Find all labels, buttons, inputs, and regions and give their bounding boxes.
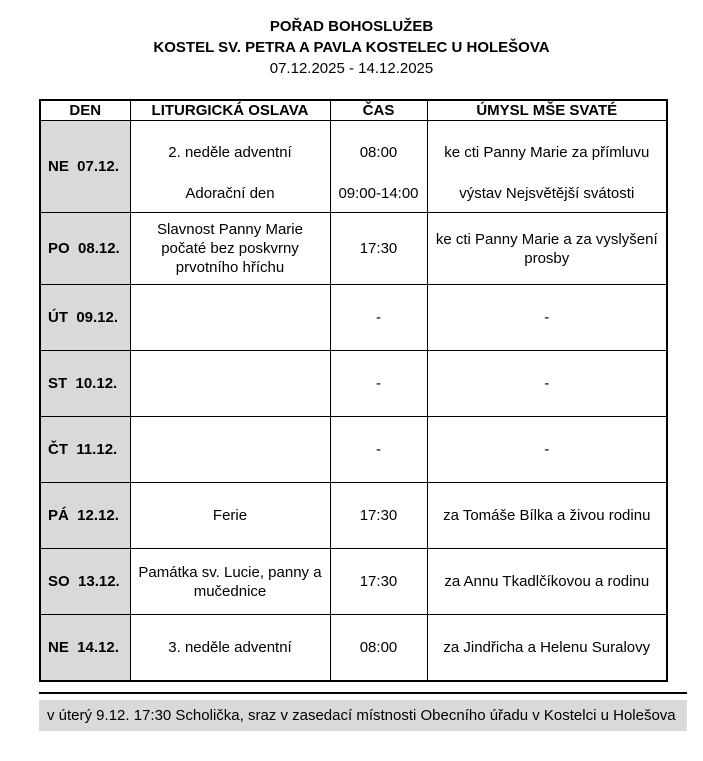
umysl-text: - xyxy=(544,441,550,458)
cas-text: - xyxy=(376,441,381,458)
cas-text: 17:30 xyxy=(359,507,398,524)
oslava-cell xyxy=(130,483,330,549)
table-row xyxy=(40,213,667,285)
oslava-cell xyxy=(130,285,330,351)
oslava-cell xyxy=(130,549,330,615)
oslava-text: Slavnost Panny Marie počaté bez poskvrny prvotního hříchu xyxy=(157,221,303,276)
cas-text: 08:00 xyxy=(359,144,398,161)
day-cell: ST 10.12. xyxy=(40,351,130,417)
day-cell: PÁ 12.12. xyxy=(40,483,130,549)
oslava-cell xyxy=(130,417,330,483)
table-header-row xyxy=(40,100,667,121)
cas-text: 17:30 xyxy=(359,573,398,590)
umysl-cell xyxy=(427,351,667,417)
cas-text: - xyxy=(376,375,381,392)
footer-divider xyxy=(39,692,687,694)
oslava-cell xyxy=(130,213,330,285)
cas-cell xyxy=(330,213,427,285)
umysl-cell xyxy=(427,213,667,285)
oslava-cell xyxy=(130,121,330,213)
cas-cell xyxy=(330,615,427,681)
umysl-text: za Annu Tkadlčíkovou a rodinu xyxy=(444,573,650,590)
page-title: POŘAD BOHOSLUŽEB xyxy=(269,18,434,35)
day-cell: ČT 11.12. xyxy=(40,417,130,483)
column-header-umysl: ÚMYSL MŠE SVATÉ xyxy=(427,100,667,121)
umysl-cell xyxy=(427,615,667,681)
date-range: 07.12.2025 - 14.12.2025 xyxy=(269,60,434,77)
column-header-liturgicka-oslava: LITURGICKÁ OSLAVA xyxy=(130,100,330,121)
cas-cell xyxy=(330,285,427,351)
table-row xyxy=(40,417,667,483)
table-row xyxy=(40,615,667,681)
table-row xyxy=(40,483,667,549)
umysl-text: - xyxy=(544,375,550,392)
umysl-text: za Tomáše Bílka a živou rodinu xyxy=(443,507,651,524)
document-header xyxy=(18,16,685,79)
umysl-cell xyxy=(427,483,667,549)
umysl-text: za Jindřicha a Helenu Suralovy xyxy=(443,638,651,656)
cas-text: 17:30 xyxy=(359,240,398,257)
cas-cell xyxy=(330,121,427,213)
oslava-cell xyxy=(130,615,330,681)
page-subtitle: KOSTEL SV. PETRA A PAVLA KOSTELEC U HOLEŠOVA xyxy=(153,39,550,56)
table-row xyxy=(40,121,667,213)
cas-text: - xyxy=(376,309,381,326)
umysl-cell xyxy=(427,121,667,213)
oslava-text: 2. neděle adventní xyxy=(168,144,292,161)
cas-text: 08:00 xyxy=(359,638,398,656)
footer-note: v úterý 9.12. 17:30 Scholička, sraz v zasedací místnosti Obecního úřadu v Kostelci u Holešova xyxy=(39,700,687,731)
umysl-text: - xyxy=(544,309,550,326)
oslava-text: Ferie xyxy=(212,507,248,524)
umysl-cell xyxy=(427,417,667,483)
column-header-den: DEN xyxy=(40,100,130,121)
umysl-text: výstav Nejsvětější svátosti xyxy=(459,185,635,202)
umysl-cell xyxy=(427,285,667,351)
cas-cell xyxy=(330,417,427,483)
schedule-table xyxy=(39,99,668,682)
cas-text: 09:00-14:00 xyxy=(338,185,419,202)
umysl-text: ke cti Panny Marie a za vyslyšení prosby xyxy=(435,230,658,267)
cas-cell xyxy=(330,549,427,615)
oslava-text: Adorační den xyxy=(185,185,275,202)
day-cell: NE 07.12. xyxy=(40,121,130,213)
cas-cell xyxy=(330,351,427,417)
oslava-text: Památka sv. Lucie, panny a mučednice xyxy=(138,563,322,600)
table-row xyxy=(40,285,667,351)
table-row xyxy=(40,549,667,615)
day-cell: ÚT 09.12. xyxy=(40,285,130,351)
umysl-text: ke cti Panny Marie za přímluvu xyxy=(444,144,650,161)
oslava-text: 3. neděle adventní xyxy=(168,638,292,656)
oslava-cell xyxy=(130,351,330,417)
column-header-cas: ČAS xyxy=(330,100,427,121)
day-cell: PO 08.12. xyxy=(40,213,130,285)
cas-cell xyxy=(330,483,427,549)
umysl-cell xyxy=(427,549,667,615)
table-row xyxy=(40,351,667,417)
day-cell: SO 13.12. xyxy=(40,549,130,615)
day-cell: NE 14.12. xyxy=(40,615,130,681)
